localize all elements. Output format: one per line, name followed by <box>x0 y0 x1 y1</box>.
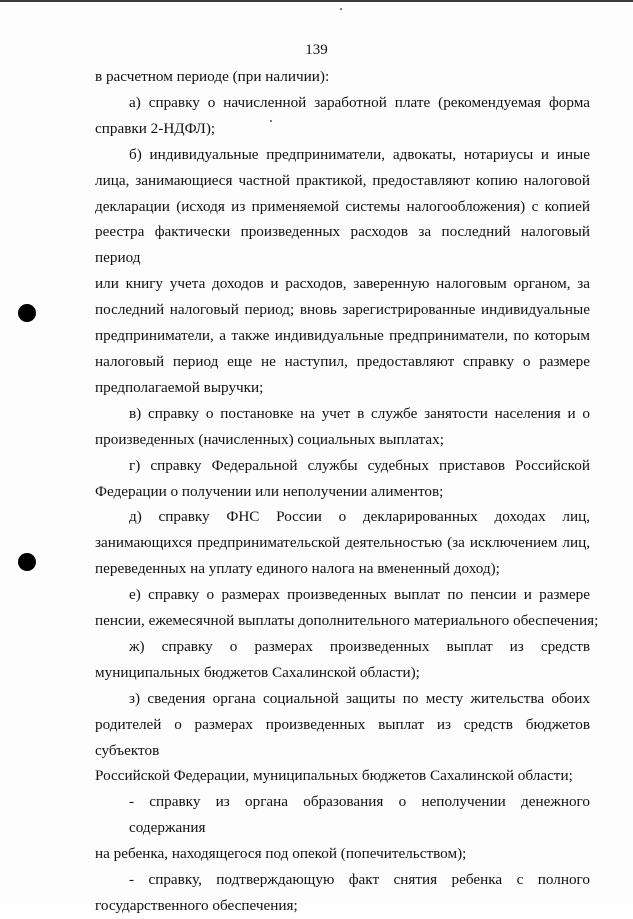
paragraph <box>95 453 590 505</box>
paragraph-line: а) справку о начисленной заработной плате (рекомендуемая форма <box>129 93 590 111</box>
paragraph-line: занимающихся предпринимательской деятельностью (за исключением лиц, <box>95 534 590 552</box>
paragraph <box>95 634 590 686</box>
paragraph-line: д) справку ФНС России о декларированных доходах лиц, <box>129 508 590 526</box>
paragraph-line: переведенных на уплату единого налога на вмененный доход); <box>95 560 500 578</box>
document-body <box>95 64 599 919</box>
paragraph-line: - справку из органа образования о неполучении денежного содержания <box>129 793 590 837</box>
paragraph <box>95 789 590 867</box>
page-top-edge <box>0 0 633 2</box>
paragraph-line: последний налоговый период; вновь зарегистрированные индивидуальные <box>95 301 590 319</box>
punch-hole <box>18 553 36 571</box>
page-number: 139 <box>305 42 328 58</box>
paragraph-line: лица, занимающиеся частной практикой, предоставляют копию налоговой <box>95 171 590 189</box>
paragraph-line: произведенных (начисленных) социальных выплатах; <box>95 430 444 448</box>
paragraph-line: е) справку о размерах произведенных выплат по пенсии и размере <box>129 586 590 604</box>
paragraph-line: предприниматели, а также индивидуальные предприниматели, по которым <box>95 327 590 345</box>
scan-speck <box>340 8 342 10</box>
paragraph-line: реестра фактически произведенных расходов за последний налоговый период <box>95 223 590 267</box>
paragraph-line: государственного обеспечения; <box>95 897 298 914</box>
paragraph-line: родителей о размерах произведенных выплат из средств бюджетов субъектов <box>95 715 590 759</box>
paragraph-line: ж) справку о размерах произведенных выплат из средств <box>129 637 590 655</box>
paragraph-line: в) справку о постановке на учет в службе занятости населения и о <box>129 404 590 422</box>
paragraph-line: в расчетном периоде (при наличии): <box>95 68 330 85</box>
paragraph <box>95 867 590 919</box>
paragraph-line: налоговый период еще не наступил, предоставляют справку о размере <box>95 352 590 370</box>
paragraph-line: справки 2-НДФЛ); <box>95 119 216 137</box>
paragraph-line: предполагаемой выручки; <box>95 378 264 396</box>
paragraph-line: б) индивидуальные предприниматели, адвокаты, нотариусы и иные <box>129 145 590 163</box>
paragraph <box>95 582 599 634</box>
paragraph-line: пенсии, ежемесячной выплаты дополнительного материального обеспечения; <box>95 612 599 630</box>
paragraph-line: з) сведения органа социальной защиты по месту жительства обоих <box>129 689 590 707</box>
punch-hole <box>18 304 36 322</box>
paragraph-line: г) справку Федеральной службы судебных приставов Российской <box>129 456 590 474</box>
paragraph-line: Российской Федерации, муниципальных бюджетов Сахалинской области; <box>95 767 573 785</box>
paragraph <box>95 90 590 142</box>
paragraph-line: декларации (исходя из применяемой системы налогообложения) с копией <box>95 197 590 215</box>
paragraph <box>95 686 590 790</box>
paragraph-line: на ребенка, находящегося под опекой (попечительством); <box>95 845 467 863</box>
paragraph <box>95 64 590 90</box>
paragraph-line: муниципальных бюджетов Сахалинской области); <box>95 663 420 681</box>
paragraph <box>95 142 590 401</box>
paragraph-line: Федерации о получении или неполучении алиментов; <box>95 482 444 500</box>
paragraph <box>95 504 590 582</box>
paragraph-line: или книгу учета доходов и расходов, заверенную налоговым органом, за <box>95 275 590 293</box>
paragraph-line: - справку, подтверждающую факт снятия ребенка с полного <box>129 871 590 889</box>
paragraph <box>95 401 590 453</box>
